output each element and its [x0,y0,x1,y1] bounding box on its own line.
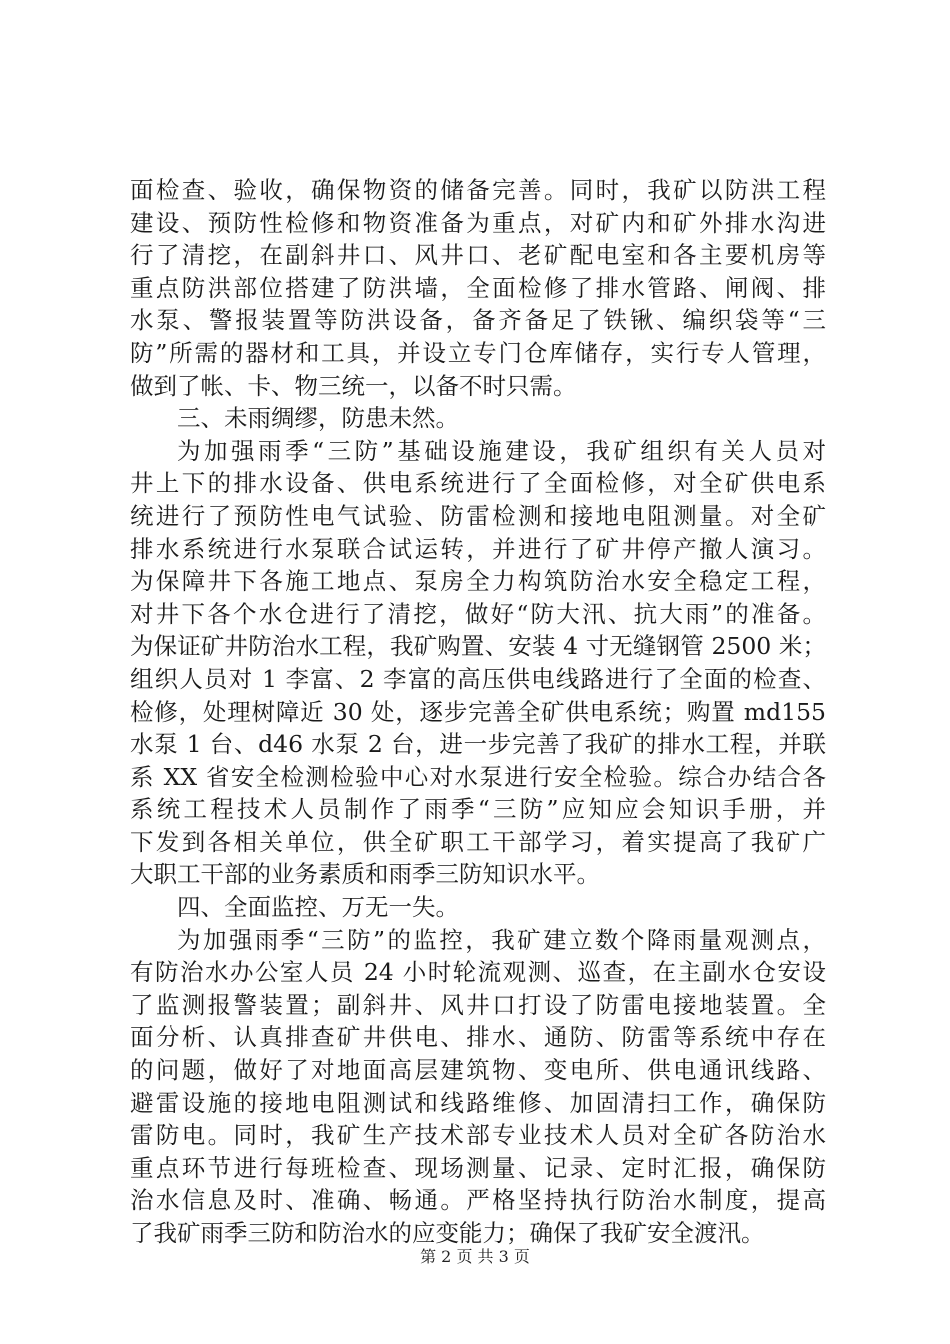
text-line: 检修，处理树障近 30 处，逐步完善全矿供电系统；购置 md155 [130,697,826,726]
page-footer: 第 2 页 共 3 页 [420,1247,530,1266]
text-line: 水泵、警报装置等防洪设备，备齐备足了铁锹、编织袋等“三 [130,306,826,335]
text-line: 有防治水办公室人员 24 小时轮流观测、巡查，在主副水仓安设 [130,958,826,987]
text-line: 排水系统进行水泵联合试运转，并进行了矿井停产撤人演习。 [130,534,826,563]
text-line: 水泵 1 台、d46 水泵 2 台，进一步完善了我矿的排水工程，并联 [130,730,826,759]
text-line: 建设、预防性检修和物资准备为重点，对矿内和矿外排水沟进 [130,208,826,237]
paragraph-1 [130,174,826,402]
text-line: 系统工程技术人员制作了雨季“三防”应知应会知识手册，并 [130,795,826,824]
text-line: 对井下各个水仓进行了清挖，做好“防大汛、抗大雨”的准备。 [130,599,826,628]
text-line: 组织人员对 1 李富、2 李富的高压供电线路进行了全面的检查、 [130,664,826,693]
text-line: 了监测报警装置；副斜井、风井口打设了防雷电接地装置。全 [130,990,826,1019]
text-line: 面检查、验收，确保物资的储备完善。同时，我矿以防洪工程 [130,176,826,204]
text-line: 的问题，做好了对地面高层建筑物、变电所、供电通讯线路、 [130,1056,826,1085]
text-line: 了我矿雨季三防和防治水的应变能力；确保了我矿安全渡汛。 [130,1219,765,1247]
document-body [130,174,826,1250]
text-line: 大职工干部的业务素质和雨季三防知识水平。 [130,860,600,889]
text-line: 面分析、认真排查矿井供电、排水、通防、防雷等系统中存在 [130,1023,826,1052]
text-line: 治水信息及时、准确、畅通。严格坚持执行防治水制度，提高 [130,1186,826,1215]
text-line: 避雷设施的接地电阻测试和线路维修、加固清扫工作，确保防 [130,1088,826,1117]
section-heading-4: 四、全面监控、万无一失。 [177,893,459,922]
text-line: 统进行了预防性电气试验、防雷检测和接地电阻测量。对全矿 [130,501,826,530]
text-line: 重点环节进行每班检查、现场测量、记录、定时汇报，确保防 [130,1153,826,1182]
text-line: 做到了帐、卡、物三统一，以备不时只需。 [130,371,577,400]
text-line: 雷防电。同时，我矿生产技术部专业技术人员对全矿各防治水 [130,1121,826,1150]
text-line: 下发到各相关单位，供全矿职工干部学习，着实提高了我矿广 [130,827,826,856]
text-line: 为保障井下各施工地点、泵房全力构筑防治水安全稳定工程， [130,567,826,596]
paragraph-2 [130,435,826,891]
section-heading-3: 三、未雨绸缪，防患未然。 [177,404,459,433]
text-line: 系 XX 省安全检测检验中心对水泵进行安全检验。综合办结合各 [130,762,826,791]
text-line: 井上下的排水设备、供电系统进行了全面检修，对全矿供电系 [130,469,826,498]
text-line: 为加强雨季“三防”基础设施建设，我矿组织有关人员对 [177,436,826,465]
text-line: 重点防洪部位搭建了防洪墙，全面检修了排水管路、闸阀、排 [130,273,826,302]
text-line: 为加强雨季“三防”的监控，我矿建立数个降雨量观测点， [177,925,826,954]
paragraph-3 [130,924,826,1250]
text-line: 防”所需的器材和工具，并设立专门仓库储存，实行专人管理， [130,338,826,367]
text-line: 行了清挖，在副斜井口、风井口、老矿配电室和各主要机房等 [130,241,826,270]
text-line: 为保证矿井防治水工程，我矿购置、安装 4 寸无缝钢管 2500 米； [130,632,826,661]
